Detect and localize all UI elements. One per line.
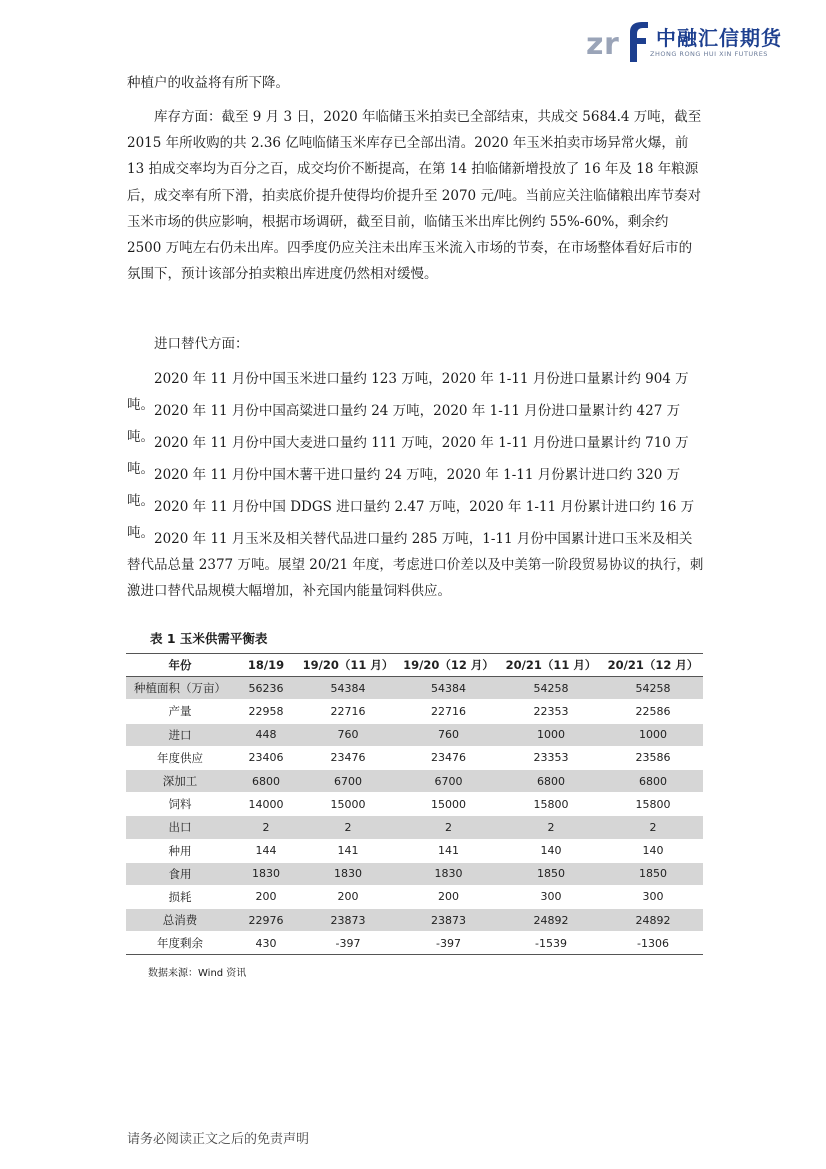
table-row <box>126 769 703 792</box>
table-cell: 6700 <box>298 769 398 792</box>
table-cell: 760 <box>398 723 499 746</box>
table-cell: 2 <box>234 816 298 839</box>
table-cell: 22958 <box>248 704 284 718</box>
table-header-row <box>126 654 703 677</box>
table-cell: 23476 <box>431 751 466 765</box>
table-cell: 2 <box>398 816 499 839</box>
column-header: 年份 <box>126 654 234 677</box>
row-label: 饲料 <box>168 797 192 812</box>
text-line: 进口替代方面： <box>154 336 249 352</box>
table-cell: 2 <box>298 816 398 839</box>
row-label: 种用 <box>168 843 192 858</box>
text-line: 种植户的收益将有所下降。 <box>127 75 289 91</box>
column-header: 19/20（12 月） <box>398 654 499 677</box>
table-cell: 23353 <box>533 751 569 765</box>
table-row <box>126 909 703 932</box>
table-cell: 6700 <box>398 769 499 792</box>
svg-text:r: r <box>604 27 619 62</box>
row-label: 总消费 <box>126 909 234 932</box>
table-row <box>126 839 703 862</box>
table-cell: 6800 <box>499 769 603 792</box>
paragraph-import-heading <box>127 331 705 357</box>
table-cell: 23406 <box>248 751 284 765</box>
row-label: 食用 <box>126 862 234 885</box>
table-cell: -1306 <box>637 936 669 950</box>
table-cell: 1830 <box>234 862 298 885</box>
table-cell: 56236 <box>234 677 298 700</box>
table-cell: 23873 <box>298 909 398 932</box>
table-cell: 200 <box>337 890 359 904</box>
table-cell: 15000 <box>431 797 466 811</box>
column-header: 19/20（11 月） <box>298 654 398 677</box>
table-cell: 54258 <box>499 677 603 700</box>
table-cell: 1830 <box>298 862 398 885</box>
table-row <box>126 932 703 955</box>
text-line: 2020 年 11 月份中国高粱进口量约 24 万吨，2020 年 1-11 月份进口量累计约 427 万吨。 <box>127 403 681 446</box>
table-cell: 141 <box>438 844 459 858</box>
row-label: 进口 <box>126 723 234 746</box>
table-cell: 1000 <box>499 723 603 746</box>
logo-chinese-name: 中融汇信期货 <box>656 26 782 50</box>
table-cell: 6800 <box>603 769 703 792</box>
table-cell: 14000 <box>248 797 284 811</box>
table-cell: 300 <box>642 890 664 904</box>
table-cell: 54384 <box>398 677 499 700</box>
table-cell: 6800 <box>234 769 298 792</box>
table-cell: 200 <box>255 890 277 904</box>
table-cell: 448 <box>234 723 298 746</box>
table-cell: -397 <box>335 936 361 950</box>
table-cell: 24892 <box>499 909 603 932</box>
paragraph-import-summary <box>127 526 705 605</box>
text-line: 2020 年 11 月份中国 DDGS 进口量约 2.47 万吨，2020 年 1-11 月份累计进口约 16 万吨。 <box>127 499 695 542</box>
disclaimer-footer: 请务必阅读正文之后的免责声明 <box>127 1132 310 1147</box>
table-cell: 54258 <box>603 677 703 700</box>
table-row <box>126 700 703 723</box>
row-label: 产量 <box>168 704 192 719</box>
table-cell: 2 <box>499 816 603 839</box>
column-header: 20/21（11 月） <box>499 654 603 677</box>
text-line: 2020 年 11 月份中国木薯干进口量约 24 万吨，2020 年 1-11 月份累计进口约 320 万吨。 <box>127 467 681 510</box>
table-cell: 15800 <box>533 797 569 811</box>
table-cell: 2 <box>603 816 703 839</box>
table-cell: 1830 <box>398 862 499 885</box>
table-cell: 144 <box>255 844 277 858</box>
row-label: 年度剩余 <box>157 936 203 951</box>
company-logo <box>586 18 786 64</box>
table-cell: 54384 <box>298 677 398 700</box>
table-cell: 141 <box>337 844 359 858</box>
table-row <box>126 746 703 769</box>
table-cell: 22716 <box>330 704 366 718</box>
table-cell: -1539 <box>535 936 567 950</box>
data-source-note: 数据来源：Wind 资讯 <box>148 968 247 979</box>
table-cell: 200 <box>438 890 459 904</box>
text-line: 2020 年 11 月份中国玉米进口量约 123 万吨，2020 年 1-11 月份进口量累计约 904 万吨。 <box>127 371 689 414</box>
table-cell: 22353 <box>533 704 569 718</box>
column-header: 18/19 <box>234 654 298 677</box>
row-label: 种植面积（万亩） <box>126 677 234 700</box>
svg-text:z: z <box>586 27 604 62</box>
table-cell: 22976 <box>234 909 298 932</box>
table-cell: 140 <box>540 844 562 858</box>
paragraph-continuation <box>127 70 705 96</box>
zrf-logo-icon <box>586 18 650 64</box>
logo-english-name: ZHONG RONG HUI XIN FUTURES <box>650 50 768 58</box>
table-row <box>126 677 703 700</box>
text-block: 2020 年 11 月玉米及相关替代品进口量约 285 万吨，1-11 月份中国累计进口玉米及相关替代品总量 2377 万吨。展望 20/21 年度，考虑进口价差以及中美第一阶段贸易协议的执行，刺激进口替代品规模大幅增加，补充国内能量饲料供应。 <box>127 531 704 600</box>
paragraph-inventory <box>127 104 705 287</box>
table-cell: 23873 <box>398 909 499 932</box>
table-cell: 22716 <box>431 704 466 718</box>
table-cell: 23476 <box>330 751 366 765</box>
table-row <box>126 885 703 908</box>
table-row <box>126 723 703 746</box>
table-row <box>126 862 703 885</box>
table-cell: 23586 <box>635 751 671 765</box>
text-line: 2020 年 11 月份中国大麦进口量约 111 万吨，2020 年 1-11 月份进口量累计约 710 万吨。 <box>127 435 689 478</box>
table-cell: 300 <box>540 890 562 904</box>
table-cell: 15000 <box>330 797 366 811</box>
table-cell: 1000 <box>603 723 703 746</box>
corn-supply-demand-table <box>126 653 703 955</box>
row-label: 深加工 <box>126 769 234 792</box>
table-caption: 表 1 玉米供需平衡表 <box>150 631 268 646</box>
column-header: 20/21（12 月） <box>603 654 703 677</box>
table-cell: 22586 <box>635 704 671 718</box>
table-cell: 1850 <box>499 862 603 885</box>
table-cell: 1850 <box>603 862 703 885</box>
table-cell: 15800 <box>635 797 671 811</box>
table-cell: 140 <box>642 844 664 858</box>
table-row <box>126 793 703 816</box>
table-row <box>126 816 703 839</box>
row-label: 损耗 <box>168 889 192 904</box>
table-cell: 24892 <box>603 909 703 932</box>
row-label: 出口 <box>126 816 234 839</box>
table-cell: 430 <box>255 936 277 950</box>
row-label: 年度供应 <box>157 750 203 765</box>
text-block: 库存方面：截至 9 月 3 日，2020 年临储玉米拍卖已全部结束，共成交 5684.4 万吨，截至 2015 年所收购的共 2.36 亿吨临储玉米库存已全部出清。2020 年玉米拍卖市场异常火爆，前 13 拍成交率均为百分之百，成交均价不断提高，在第 14 拍临储新增投放了 16 年及 18 年粮源后，成交率有所下滑，拍卖底价提升使得均价提升至 2070 元/吨。当前应关注临储粮出库节奏对玉米市场的供应影响，根据市场调研，截至目前，临储玉米出库比例约 55%-60%，剩余约 2500 万吨左右仍未出库。四季度仍应关注未出库玉米流入市场的节奏，在市场整体看好后市的氛围下，预计该部分拍卖粮出库进度仍然相对缓慢。 <box>127 109 702 283</box>
table-cell: -397 <box>436 936 461 950</box>
table-cell: 760 <box>298 723 398 746</box>
